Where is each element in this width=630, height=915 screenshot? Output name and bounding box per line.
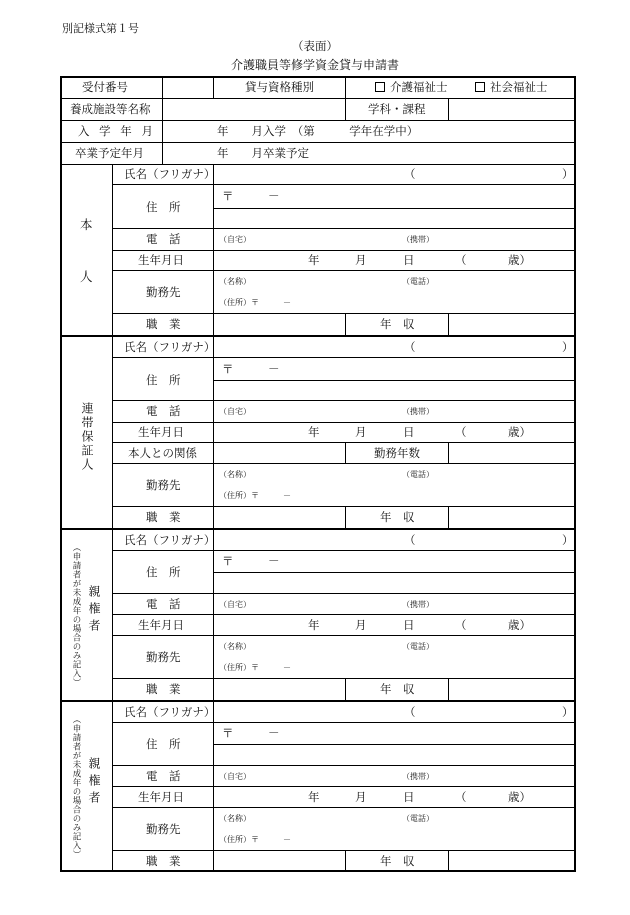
month-label: 月 [355,425,367,439]
occupation-label: 職 業 [146,510,181,524]
age-paren: （ [455,790,467,804]
day-label: 日 [403,790,415,804]
name-label: 氏名（フリガナ） [124,533,216,547]
age-paren: （ [455,253,467,267]
phone-label: 電 話 [146,597,181,611]
mobile-phone-label: （携帯） [402,235,434,244]
workplace-phone-label: （電話） [402,277,434,286]
grid-line [60,164,576,165]
year-label: 年 [308,790,320,804]
income-label: 年 収 [380,510,415,524]
address-label: 住 所 [146,373,181,387]
mobile-phone-label: （携帯） [402,772,434,781]
grid-line [112,442,576,443]
grid-line [112,765,576,766]
workplace-name-label: （名称） [219,814,251,823]
day-label: 日 [403,618,415,632]
day-label: 日 [403,253,415,267]
option-social-worker[interactable] [475,80,548,94]
postal-code: 〒 － [222,554,280,568]
age-label: 歳） [508,618,531,632]
grid-line [213,208,576,209]
grid-line [112,463,576,464]
address-label: 住 所 [146,737,181,751]
grid-line [112,678,576,679]
relation-label: 本人との関係 [128,446,197,460]
year-label: 年 [308,425,320,439]
home-phone-label: （自宅） [219,600,251,609]
section-label-guarantor: 連帯保証人 [80,402,94,472]
grid-line [60,142,576,143]
workplace-address-label: （住所）〒 － [219,663,291,672]
grid-line [448,442,449,463]
workplace-label: 勤務先 [146,285,181,299]
birthdate-label: 生年月日 [138,425,184,439]
year-label: 年 [308,618,320,632]
grid-line [112,506,576,507]
grid-line [112,850,576,851]
checkbox[interactable] [375,82,385,92]
phone-label: 電 話 [146,404,181,418]
grid-line [345,442,346,463]
workplace-label: 勤務先 [146,822,181,836]
grid-line [112,722,576,723]
grid-line [60,98,576,99]
postal-code: 〒 － [222,726,280,740]
section-label-parent: 親権者 [87,757,101,808]
grid-line [112,270,576,271]
receipt-number-label: 受付番号 [82,80,128,94]
section-label-applicant: 本 [80,217,93,232]
grid-line [112,593,576,594]
year-label: 年 [308,253,320,267]
day-label: 日 [403,425,415,439]
birthdate-label: 生年月日 [138,790,184,804]
grid-line [112,357,576,358]
month-label: 月 [355,790,367,804]
admission-value: 年 月入学 （第 学年在学中） [217,124,419,138]
income-label: 年 収 [380,854,415,868]
workplace-phone-label: （電話） [402,470,434,479]
mobile-phone-label: （携帯） [402,600,434,609]
paren-close: ） [562,167,574,181]
paren-close: ） [562,340,574,354]
grid-line [112,614,576,615]
grid-line [345,506,346,528]
grid-line [112,250,576,251]
option-label: 社会福祉士 [490,80,548,94]
school-name-label: 養成施設等名称 [70,102,151,116]
phone-label: 電 話 [146,769,181,783]
grid-line [112,400,576,401]
section-divider [60,335,576,337]
grid-line [112,422,576,423]
paren-close: ） [562,533,574,547]
grid-line [213,76,214,98]
grid-line [345,678,346,700]
graduation-label: 卒業予定年月 [75,146,144,160]
name-label: 氏名（フリガナ） [124,167,216,181]
grid-line [112,550,576,551]
grid-line [60,120,576,121]
grid-line [448,313,449,336]
option-care-worker[interactable] [375,80,448,94]
section-note-minor: （申請者が未成年の場合のみ記入） [71,543,81,687]
paren-open: （ [404,167,416,181]
grid-line [213,744,576,745]
grid-line [112,807,576,808]
department-label: 学科・課程 [368,102,426,116]
section-divider [60,700,576,702]
home-phone-label: （自宅） [219,407,251,416]
age-label: 歳） [508,253,531,267]
grid-line [448,678,449,700]
workplace-phone-label: （電話） [402,642,434,651]
grid-line [213,572,576,573]
side-label: （表面） [292,39,338,53]
paren-close: ） [562,705,574,719]
application-form-frame [60,76,576,872]
grid-line [213,380,576,381]
postal-code: 〒 － [222,362,280,376]
occupation-label: 職 業 [146,682,181,696]
grid-line [345,850,346,872]
grid-line [448,98,449,120]
mobile-phone-label: （携帯） [402,407,434,416]
workplace-name-label: （名称） [219,470,251,479]
workplace-address-label: （住所）〒 － [219,491,291,500]
income-label: 年 収 [380,682,415,696]
age-label: 歳） [508,790,531,804]
phone-label: 電 話 [146,232,181,246]
address-label: 住 所 [146,200,181,214]
grid-line [112,786,576,787]
birthdate-label: 生年月日 [138,253,184,267]
grid-line [112,635,576,636]
workplace-phone-label: （電話） [402,814,434,823]
paren-open: （ [404,340,416,354]
workplace-address-label: （住所）〒 － [219,298,291,307]
grid-line [112,184,576,185]
grid-line [345,76,346,120]
workplace-address-label: （住所）〒 － [219,835,291,844]
workplace-name-label: （名称） [219,642,251,651]
section-note-minor: （申請者が未成年の場合のみ記入） [71,715,81,859]
section-label-applicant: 人 [80,269,93,284]
section-label-parent: 親権者 [87,585,101,636]
home-phone-label: （自宅） [219,235,251,244]
grid-line [112,313,576,314]
occupation-label: 職 業 [146,317,181,331]
graduation-value: 年 月卒業予定 [217,146,309,160]
home-phone-label: （自宅） [219,772,251,781]
admission-label: 入 学 年 月 [78,124,156,138]
age-paren: （ [455,425,467,439]
workplace-label: 勤務先 [146,650,181,664]
workplace-name-label: （名称） [219,277,251,286]
age-label: 歳） [508,425,531,439]
address-label: 住 所 [146,565,181,579]
occupation-label: 職 業 [146,854,181,868]
form-label: 別記様式第１号 [62,22,139,35]
income-label: 年 収 [380,317,415,331]
month-label: 月 [355,253,367,267]
grid-line [112,228,576,229]
month-label: 月 [355,618,367,632]
years-of-service-label: 勤務年数 [374,446,420,460]
grid-line [448,850,449,872]
age-paren: （ [455,618,467,632]
name-label: 氏名（フリガナ） [124,340,216,354]
birthdate-label: 生年月日 [138,618,184,632]
checkbox[interactable] [475,82,485,92]
postal-code: 〒 － [222,189,280,203]
grid-line [345,313,346,336]
document-title: 介護職員等修学資金貸与申請書 [230,58,399,72]
workplace-label: 勤務先 [146,478,181,492]
option-label: 介護福祉士 [390,80,448,94]
name-label: 氏名（フリガナ） [124,705,216,719]
paren-open: （ [404,533,416,547]
grid-line [162,76,163,164]
qualification-type-label: 貸与資格種別 [245,80,314,94]
paren-open: （ [404,705,416,719]
grid-line [448,506,449,528]
section-divider [60,528,576,530]
